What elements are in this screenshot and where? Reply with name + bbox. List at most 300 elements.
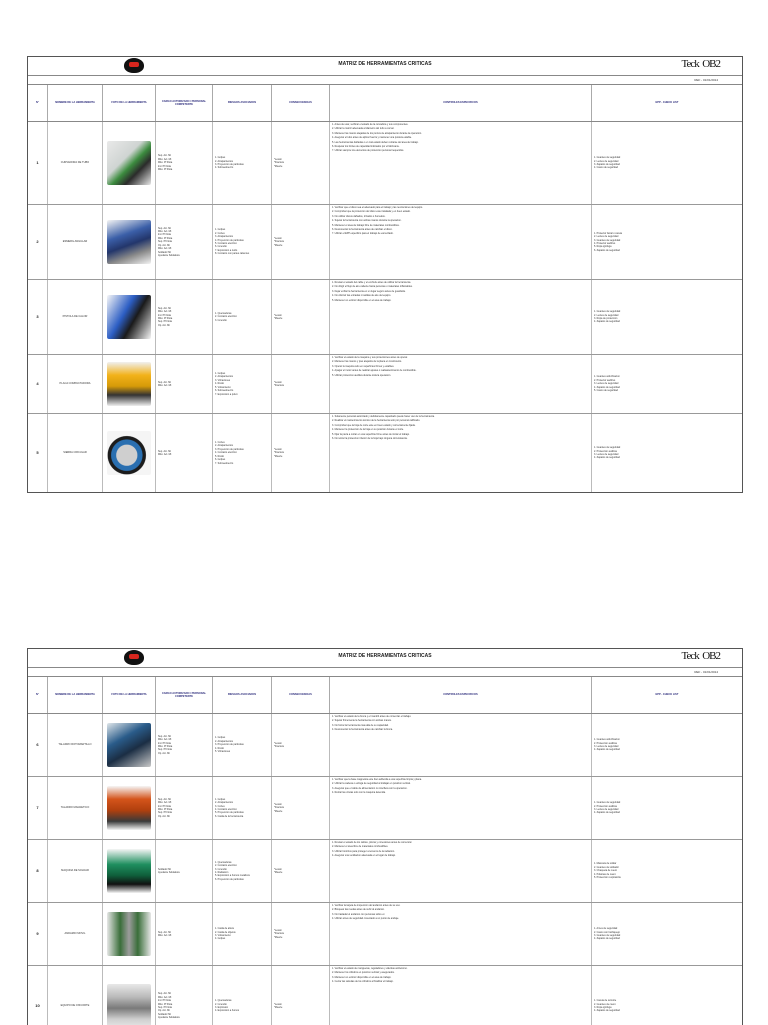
control-item: 1. Verificar que la base magnetica este bien adherida a una superficie limpia y plana.	[332, 778, 422, 781]
staff-item: Sup. Pf Flota	[158, 748, 172, 752]
controls-list	[330, 840, 592, 902]
authorized-staff-list	[156, 355, 213, 413]
risks-list	[213, 122, 272, 204]
consequence-item: *Lesion	[274, 867, 282, 871]
controls-list	[330, 280, 592, 354]
epp-item: 1. Guantes de seguridad	[594, 801, 621, 805]
control-item: 1. Verificar el estado de la maquina y sus protecciones antes de operar.	[332, 356, 408, 359]
control-item: 4. Desconectar la herramienta antes de cambiar la broca.	[332, 728, 393, 732]
risk-item: 4. Ruido	[215, 746, 224, 750]
control-item: 3. Operar la maquina solo en superficies firmes y estables.	[332, 364, 395, 368]
tool-photo	[103, 777, 156, 839]
consequence-item: *Muerte	[274, 164, 283, 168]
consequences-list	[272, 355, 330, 413]
epp-item: 5. Proteccion respiratoria	[594, 876, 621, 880]
staff-item: Op. Act. Mt	[158, 814, 170, 818]
tool-name: PISTOLA DE CALOR	[48, 280, 103, 354]
tool-photo	[103, 414, 156, 492]
col-controls: CONTROLES ESPECIFICOS	[330, 85, 592, 121]
risk-item: 1. Quemaduras	[215, 999, 232, 1003]
consequence-item: *Fractura	[274, 745, 284, 748]
risk-item: 3. Cortes	[215, 804, 225, 808]
tool-photo	[103, 840, 156, 902]
staff-item: Ind. Pf Flota	[158, 804, 171, 808]
epp-item: 4. Zapatos de seguridad	[594, 385, 620, 389]
consequences-list	[272, 122, 330, 204]
risks-list	[213, 903, 272, 965]
epp-list	[592, 122, 742, 204]
col-number: N°	[28, 85, 48, 121]
risk-item: 6. Sobreesfuerzo	[215, 389, 234, 393]
staff-item: Sup. Act. Mt	[158, 797, 171, 801]
consequences-list	[272, 280, 330, 354]
sheet-title: MATRIZ DE HERRAMIENTAS CRITICAS	[338, 61, 432, 67]
staff-item: Mtto. Pf Flota	[158, 808, 173, 811]
matrix-row	[28, 355, 742, 414]
epp-item: 4. Protector auditivo	[594, 242, 616, 245]
tool-name: ESMERIL ANGULAR	[48, 205, 103, 279]
risk-item: 3. Incendio	[215, 867, 227, 871]
control-item: 1. Antes de usar, verificar el estado de la curvadora y sus componentes.	[332, 123, 409, 126]
company-logo	[124, 650, 144, 665]
epp-item: 3. Lentes de seguridad	[594, 453, 619, 456]
control-item: 2. Mantener los cilindros en posicion vertical y asegurados.	[332, 971, 395, 975]
consequences-list	[272, 714, 330, 776]
consequence-item: *Muerte	[274, 243, 283, 247]
authorized-staff-list	[156, 205, 213, 279]
row-number: 5	[28, 414, 48, 492]
risks-list	[213, 355, 272, 413]
epp-list	[592, 966, 742, 1025]
epp-list	[592, 714, 742, 776]
consequences-list	[272, 777, 330, 839]
heat-gun-photo	[107, 295, 151, 339]
sheet-header	[28, 649, 742, 668]
staff-item: Mtto. Pf Flota	[158, 745, 173, 748]
control-item: 4. Utilizar arnes de seguridad conectado a un punto de anclaje.	[332, 917, 399, 921]
epp-item: 3. Lentes de seguridad	[594, 808, 619, 811]
risk-item: 2. Atrapamientos	[215, 801, 233, 805]
staff-item: Mtto. Act. Mt	[158, 453, 172, 456]
staff-item: Sup. Act. Mt	[158, 992, 171, 996]
consequence-item: *Muerte	[274, 454, 283, 458]
circular-saw-photo	[107, 431, 151, 475]
control-item: 5. Utilizar proteccion auditiva durante toda la operacion.	[332, 373, 392, 377]
row-number: 6	[28, 714, 48, 776]
consequence-item: *Muerte	[274, 809, 283, 813]
control-item: 5. Mantener el area de trabajo libre de materiales combustibles.	[332, 223, 400, 227]
staff-item: Sup. Pf Flota	[158, 811, 172, 815]
authorized-staff-list	[156, 714, 213, 776]
risk-item: 3. Explosion	[215, 1006, 229, 1009]
sheet-title: MATRIZ DE HERRAMIENTAS CRITICAS	[338, 653, 432, 659]
epp-item: 4. Polainas de cuero	[594, 872, 616, 876]
authorized-staff-list	[156, 840, 213, 902]
risk-item: 1. Caida de altura	[215, 927, 234, 931]
row-number: 7	[28, 777, 48, 839]
angle-grinder-photo	[107, 220, 151, 264]
column-headers	[28, 677, 742, 714]
control-item: 4. Sujetar la herramienta con ambas manos durante la operacion.	[332, 219, 402, 223]
epp-list	[592, 777, 742, 839]
risk-item: 1. Golpes	[215, 736, 226, 740]
tool-name: TALADRO MAGNETICO	[48, 777, 103, 839]
control-item: 4. No obstruir las entradas ni salidas de aire del equipo.	[332, 294, 392, 298]
control-item: 5. Fijar la pieza a cortar en una superficie firme antes de iniciar el trabajo.	[332, 432, 410, 436]
col-epp: EPP - CHECK LIST	[655, 101, 679, 105]
risks-list	[213, 414, 272, 492]
staff-item: Soldador Mt	[158, 1012, 171, 1016]
control-item: 1. Solamente personal autorizado y debidamente capacitado puede hacer uso de la herramienta.	[332, 415, 435, 418]
staff-item: Op. Act. Mt	[158, 751, 170, 755]
risk-item: 6. Caida de la herramienta	[215, 814, 244, 818]
risk-item: 3. Atrapamientos	[215, 235, 233, 239]
column-headers	[28, 85, 742, 122]
control-item: 3. Mantener un extintor disponible en el area de trabajo.	[332, 975, 392, 979]
staff-item: Op. Act. Mt	[158, 1009, 170, 1013]
control-item: 6. Respetar los limites de capacidad indicados por el fabricante.	[332, 145, 400, 149]
staff-item: Sup. Pf Flota	[158, 320, 172, 324]
col-authorized-staff: CARGO AUTORIZADO / PERSONAL COMPETENTE	[156, 85, 213, 121]
risk-item: 3. Proyeccion de particulas	[215, 447, 244, 451]
control-item: 4. Asegurar una ventilacion adecuada en el lugar de trabajo.	[332, 854, 396, 858]
consequences-list	[272, 966, 330, 1025]
control-item: 7. Utilizar el EPP especifico para el trabajo de esmerilado.	[332, 232, 394, 236]
epp-item: 3. Lentes de seguridad	[594, 745, 619, 748]
tool-photo	[103, 714, 156, 776]
staff-item: Sup. Act. Mt	[158, 154, 171, 158]
plate-compactor-photo	[107, 362, 151, 406]
risk-item: 6. Golpes	[215, 458, 226, 462]
risk-item: 5. Vibraciones	[215, 750, 231, 754]
control-item: 1. Verificar el estado de la broca y el mandril antes de comenzar el trabajo.	[332, 715, 412, 718]
risk-item: 5. Volcamiento	[215, 385, 231, 389]
col-risks: RIESGOS ASOCIADOS	[213, 677, 272, 713]
control-item: 1. Verificar el estado de mangueras, reguladores y valvulas antiretorno.	[332, 967, 408, 970]
consequence-item: *Lesion	[274, 1002, 282, 1006]
staff-item: Mtto. Pf Flota	[158, 161, 173, 165]
tool-name: ANDAMIO MOVIL	[48, 903, 103, 965]
staff-item: Mtto. Act. Mt	[158, 230, 172, 234]
risk-item: 7. Exposicion a polvo	[215, 392, 238, 396]
row-number: 10	[28, 966, 48, 1025]
control-item: 3. Dejar enfriar la herramienta en un lugar seguro antes de guardarla.	[332, 289, 406, 293]
col-tool-photo: FOTO DE LA HERRAMIENTA	[103, 85, 156, 121]
matrix-sheet-page-1	[27, 56, 743, 493]
control-item: 3. No trasladar el andamio con personas sobre el.	[332, 912, 385, 916]
matrix-row	[28, 777, 742, 840]
risks-list	[213, 777, 272, 839]
control-item: 6. No retirar la proteccion inferior de la hoja bajo ninguna circunstancia.	[332, 437, 408, 441]
epp-item: 4. Zapatos de seguridad	[594, 748, 620, 752]
sheet-subheader	[28, 668, 742, 677]
control-item: 2. Mantener las manos y pies alejados de la placa en movimiento.	[332, 360, 402, 364]
risk-item: 7. Exposicion a ruido	[215, 248, 238, 252]
risks-list	[213, 966, 272, 1025]
risk-item: 4. Proyeccion de particulas	[215, 238, 244, 242]
risk-item: 5. Contacto electrico	[215, 242, 237, 245]
matrix-row	[28, 280, 742, 355]
staff-item: Mtto. Pf Flota	[158, 236, 173, 240]
staff-item: Sup. Act. Mt	[158, 226, 171, 230]
epp-item: 1. Guantes antivibracion	[594, 738, 620, 742]
risk-item: 3. Incendio	[215, 318, 227, 322]
control-item: 4. Apagar el motor antes de realizar ajustes o reabastecimiento de combustible.	[332, 369, 417, 373]
authorized-staff-list	[156, 414, 213, 492]
risk-item: 4. Contacto electrico	[215, 808, 237, 811]
risk-item: 2. Atrapamientos	[215, 739, 233, 743]
staff-item: Mtto. Act. Mt	[158, 738, 172, 742]
epp-item: 4. Zapatos de seguridad	[594, 937, 620, 941]
epp-item: 2. Lentes de seguridad	[594, 159, 619, 163]
risk-item: 2. Contacto electrico	[215, 315, 237, 319]
control-item: 6. Desconectar la herramienta antes de cambiar el disco.	[332, 228, 393, 232]
epp-list	[592, 414, 742, 492]
staff-item: Mtto. Act. Mt	[158, 310, 172, 314]
epp-item: 3. Ropa de proteccion	[594, 317, 618, 320]
epp-list	[592, 205, 742, 279]
staff-item: Ind. Pf Flota	[158, 741, 171, 745]
control-item: 4. Asegurar el tubo antes de aplicar fuerza y mantener una postura estable.	[332, 136, 412, 140]
consequence-item: *Fractura	[274, 161, 284, 165]
consequence-item: *Lesion	[274, 157, 282, 161]
tool-name: SIERRA CIRCULAR	[48, 414, 103, 492]
epp-item: 6. Zapatos de seguridad	[594, 248, 620, 252]
epp-item: 5. Ropa ignifuga	[594, 245, 612, 249]
tool-name: TALADRO ROTOMARTILLO	[48, 714, 103, 776]
matrix-sheet-page-2	[27, 648, 743, 1025]
mobile-scaffold-photo	[107, 912, 151, 956]
epp-item: 2. Guantes de soldador	[594, 865, 619, 869]
consequence-item: *Lesion	[274, 313, 282, 317]
staff-item: Mtto. Act. Mt	[158, 247, 172, 251]
control-item: 4. Cerrar las valvulas de los cilindros al finalizar el trabajo.	[332, 980, 394, 984]
risk-item: 2. Atrapamientos	[215, 375, 233, 379]
consequence-item: *Lesion	[274, 802, 282, 806]
consequence-item: *Muerte	[274, 935, 283, 939]
risk-item: 4. Contacto electrico	[215, 451, 237, 455]
consequence-item: *Fractura	[274, 384, 284, 387]
epp-item: 4. Zapatos de seguridad	[594, 320, 620, 324]
matrix-row	[28, 840, 742, 903]
risk-item: 4. Ruido	[215, 382, 224, 386]
tool-name: MAQUINA DE SOLDAR	[48, 840, 103, 902]
risk-item: 4. Exposicion a humos	[215, 1009, 240, 1013]
col-tool-photo: FOTO DE LA HERRAMIENTA	[103, 677, 156, 713]
staff-item: Mtto. Act. Mt	[158, 801, 172, 805]
welding-machine-photo	[107, 849, 151, 893]
staff-item: Mtto. Act. Mt	[158, 934, 172, 937]
risk-item: 3. Proyeccion de particulas	[215, 743, 244, 747]
consequence-item: *Lesion	[274, 741, 282, 745]
consequence-item: *Fractura	[274, 932, 284, 936]
control-item: 1. Verificar la tarjeta de inspeccion del andamio antes de su uso.	[332, 904, 401, 907]
consequence-item: *Muerte	[274, 317, 283, 320]
control-item: 2. Utilizar la cadena o eslinga de seguridad al trabajar en posicion vertical.	[332, 782, 411, 786]
authorized-staff-list	[156, 903, 213, 965]
epp-item: 3. Guantes de seguridad	[594, 238, 621, 242]
risk-item: 4. Golpes	[215, 937, 226, 941]
risks-list	[213, 840, 272, 902]
staff-item: Sup. Act. Mt	[158, 306, 171, 310]
col-risks: RIESGOS ASOCIADOS	[213, 85, 272, 121]
teck-logo: Teck OB2	[681, 650, 720, 662]
consequences-list	[272, 205, 330, 279]
staff-item: Ayudante Soldadura	[158, 871, 180, 874]
row-number: 8	[28, 840, 48, 902]
epp-item: 2. Lentes de seguridad	[594, 313, 619, 317]
staff-item: Sup. Act. Mt	[158, 380, 171, 384]
epp-item: 1. Careta de oxicorte	[594, 999, 617, 1003]
risk-item: 1. Golpes	[215, 372, 226, 376]
authorized-staff-list	[156, 777, 213, 839]
control-item: 3. Asegurar que el cable de alimentacion no interfiera con la operacion.	[332, 786, 408, 790]
consequences-list	[272, 414, 330, 492]
tool-name: PLACA COMPACTADORA	[48, 355, 103, 413]
epp-item: 4. Zapatos de seguridad	[594, 456, 620, 460]
risk-item: 2. Cortes	[215, 231, 225, 235]
authorized-staff-list	[156, 966, 213, 1025]
tool-photo	[103, 205, 156, 279]
control-item: 3. Utilizar biombos para proteger a terceros de la radiacion.	[332, 849, 395, 853]
epp-item: 1. Guantes de seguridad	[594, 446, 621, 450]
control-item: 2. Utilizar la matriz adecuada al diametro del tubo a curvar.	[332, 127, 395, 131]
consequence-item: *Muerte	[274, 1006, 283, 1009]
staff-item: Sup. Act. Mt	[158, 449, 171, 453]
authorized-staff-list	[156, 280, 213, 354]
risk-item: 1. Golpes	[215, 228, 226, 232]
epp-item: 1. Guantes de seguridad	[594, 156, 621, 160]
epp-item: 1. Guantes de seguridad	[594, 310, 621, 314]
control-item: 2. No dirigir el flujo de aire caliente hacia personas o materiales inflamables.	[332, 285, 413, 289]
risk-item: 1. Cortes	[215, 441, 225, 445]
epp-item: 4. Zapatos de seguridad	[594, 1009, 620, 1013]
staff-item: Mtto. Pf Flota	[158, 317, 173, 320]
epp-item: 1. Mascara de soldar	[594, 862, 617, 866]
revision-label: REF - 01/01/2014	[694, 78, 718, 82]
epp-list	[592, 840, 742, 902]
risk-item: 6. Proyeccion de particulas	[215, 877, 244, 881]
staff-item: Ind. Pf Flota	[158, 999, 171, 1003]
matrix-row	[28, 122, 742, 205]
epp-item: 3. Ropa ignifuga	[594, 1006, 612, 1009]
tool-photo	[103, 122, 156, 204]
staff-item: Sup. Pf Flota	[158, 1006, 172, 1009]
controls-list	[330, 903, 592, 965]
hammer-drill-photo	[107, 723, 151, 767]
staff-item: Mtto. Act. Mt	[158, 995, 172, 999]
epp-item: 3. Chaqueta de cuero	[594, 869, 617, 873]
row-number: 2	[28, 205, 48, 279]
tool-photo	[103, 966, 156, 1025]
epp-item: 2. Protector auditivo	[594, 378, 616, 382]
risks-list	[213, 714, 272, 776]
staff-item: Mtto. Act. Mt	[158, 384, 172, 387]
control-item: 5. Mantener un extintor disponible en el area de trabajo.	[332, 298, 392, 302]
epp-item: 5. Casco de seguridad	[594, 389, 618, 393]
control-item: 1. Verificar que el disco sea el adecuado para el trabajo y las revoluciones del equipo.	[332, 206, 423, 209]
revision-label: REF - 01/01/2014	[694, 670, 718, 674]
row-number: 9	[28, 903, 48, 965]
pipe-bender-photo	[107, 141, 151, 185]
control-item: 1. Revisar el estado de los cables, pinzas y conexiones antes de comenzar.	[332, 841, 413, 844]
consequence-item: *Lesion	[274, 380, 282, 384]
staff-item: Op. Act. Mt	[158, 323, 170, 327]
col-tool-name: NOMBRE DE LA HERRAMIENTA	[48, 677, 103, 713]
control-item: 2. Bloquear las ruedas antes de subir al andamio.	[332, 908, 385, 912]
staff-item: Sup. Pf Flota	[158, 240, 172, 244]
staff-item: Sup. Act. Mt	[158, 930, 171, 934]
control-item: 4. Mantener la proteccion de la hoja en su posicion durante el corte.	[332, 428, 404, 432]
risk-item: 5. Proyeccion de particulas	[215, 811, 244, 815]
control-item: 1. Revisar el estado del cable y el enchufe antes de utilizar la herramienta.	[332, 281, 411, 284]
epp-item: 2. Proteccion auditiva	[594, 449, 617, 453]
consequence-item: *Lesion	[274, 928, 282, 932]
epp-item: 2. Lentes de seguridad	[594, 235, 619, 239]
risk-item: 6. Incendio	[215, 245, 227, 249]
epp-item: 2. Proteccion auditiva	[594, 741, 617, 745]
staff-item: Mtto. Pf Flota	[158, 168, 173, 172]
teck-logo: Teck OB2	[681, 58, 720, 70]
consequence-item: *Fractura	[274, 451, 284, 455]
staff-item: Soldador Mt	[158, 250, 171, 254]
epp-list	[592, 903, 742, 965]
risk-item: 2. Incendio	[215, 1002, 227, 1006]
staff-item: Mtto. Pf Flota	[158, 1002, 173, 1006]
controls-list	[330, 205, 592, 279]
staff-item: Soldador Mt	[158, 867, 171, 871]
epp-item: 1. Arnes de seguridad	[594, 927, 618, 931]
risk-item: 5. Exposicion a humos metalicos	[215, 874, 250, 878]
matrix-row	[28, 903, 742, 966]
epp-list	[592, 280, 742, 354]
col-consequences: CONSECUENCIAS	[272, 85, 330, 121]
controls-list	[330, 355, 592, 413]
controls-list	[330, 966, 592, 1025]
risk-item: 3. Vibraciones	[215, 378, 231, 382]
matrix-rows	[28, 122, 742, 492]
epp-item: 3. Zapatos de seguridad	[594, 163, 620, 166]
risk-item: 1. Quemaduras	[215, 860, 232, 864]
risk-item: 4. Radiacion	[215, 871, 229, 874]
tool-name: CURVADORA DE TUBO	[48, 122, 103, 204]
risk-item: 7. Sobreesfuerzo	[215, 461, 234, 465]
magnetic-drill-photo	[107, 786, 151, 830]
consequence-item: *Fractura	[274, 240, 284, 244]
staff-item: Mtto. Act. Mt	[158, 157, 172, 161]
risk-item: 3. Proyeccion de particulas	[215, 163, 244, 166]
epp-item: 1. Protector facial o careta	[594, 231, 622, 235]
control-item: 4. Retirar las virutas solo con la maquina detenida.	[332, 791, 386, 795]
staff-item: Sup. Act. Mt	[158, 734, 171, 738]
epp-item: 4. Casco de seguridad	[594, 166, 618, 170]
matrix-row	[28, 414, 742, 492]
staff-item: Ind. Pf Flota	[158, 164, 171, 168]
consequences-list	[272, 840, 330, 902]
risk-item: 2. Contacto electrico	[215, 864, 237, 868]
authorized-staff-list	[156, 122, 213, 204]
consequence-item: *Lesion	[274, 236, 282, 240]
col-authorized-staff: CARGO AUTORIZADO / PERSONAL COMPETENTE	[156, 677, 213, 713]
sheet-subheader	[28, 76, 742, 85]
matrix-row	[28, 966, 742, 1025]
matrix-row	[28, 714, 742, 777]
epp-item: 2. Guantes de cuero	[594, 1002, 616, 1006]
row-number: 4	[28, 355, 48, 413]
risk-item: 2. Caida de objetos	[215, 930, 236, 934]
tool-name: EQUIPO DE OXICORTE	[48, 966, 103, 1025]
risk-item: 3. Volcamiento	[215, 934, 231, 937]
